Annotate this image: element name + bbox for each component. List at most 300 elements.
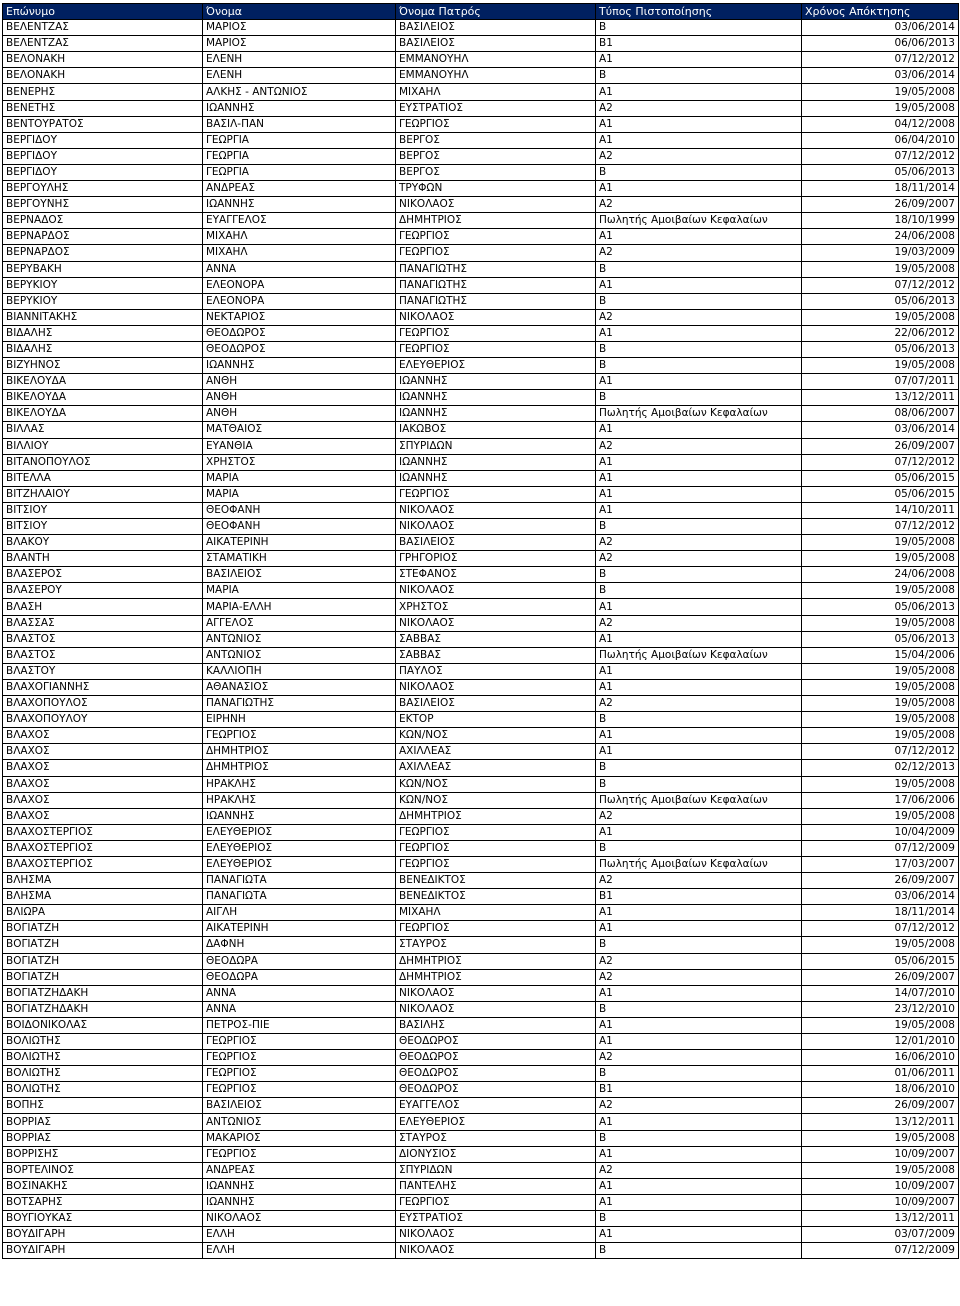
cell-certification-type: Β1 (596, 1082, 802, 1098)
cell-acquisition-date: 19/05/2008 (802, 1017, 959, 1033)
table-row (3, 599, 959, 615)
cell-father-name: ΣΑΒΒΑΣ (396, 647, 596, 663)
cell-certification-type: Πωλητής Αμοιβαίων Κεφαλαίων (596, 856, 802, 872)
cell-surname: ΒΙΤΖΗΛΑΙΟΥ (3, 486, 203, 502)
cell-father-name: ΓΕΩΡΓΙΟΣ (396, 840, 596, 856)
cell-certification-type: Α1 (596, 1146, 802, 1162)
cell-father-name: ΕΜΜΑΝΟΥΗΛ (396, 52, 596, 68)
cell-first-name: ΗΡΑΚΛΗΣ (203, 776, 396, 792)
table-row (3, 1227, 959, 1243)
cell-certification-type: Α1 (596, 744, 802, 760)
cell-surname: ΒΕΛΕΝΤΖΑΣ (3, 20, 203, 36)
table-row (3, 1082, 959, 1098)
cell-surname: ΒΟΛΙΩΤΗΣ (3, 1050, 203, 1066)
cell-first-name: ΑΝΝΑ (203, 261, 396, 277)
cell-first-name: ΑΝΝΑ (203, 985, 396, 1001)
cell-father-name: ΔΗΜΗΤΡΙΟΣ (396, 213, 596, 229)
cell-first-name: ΜΑΡΙΑ (203, 583, 396, 599)
cell-first-name: ΓΕΩΡΓΙΟΣ (203, 1050, 396, 1066)
cell-surname: ΒΛΑΧΟΠΟΥΛΟΥ (3, 712, 203, 728)
cell-acquisition-date: 07/12/2009 (802, 840, 959, 856)
cell-first-name: ΠΑΝΑΓΙΩΤΑ (203, 873, 396, 889)
table-row (3, 454, 959, 470)
cell-first-name: ΓΕΩΡΓΙΟΣ (203, 1146, 396, 1162)
cell-father-name: ΓΕΩΡΓΙΟΣ (396, 229, 596, 245)
cell-father-name: ΙΩΑΝΝΗΣ (396, 470, 596, 486)
cell-surname: ΒΙΖΥΗΝΟΣ (3, 358, 203, 374)
table-row (3, 551, 959, 567)
cell-father-name: ΒΕΡΓΟΣ (396, 164, 596, 180)
cell-acquisition-date: 13/12/2011 (802, 1211, 959, 1227)
cell-acquisition-date: 19/05/2008 (802, 358, 959, 374)
cell-surname: ΒΛΑΧΟΣ (3, 776, 203, 792)
cell-first-name: ΑΛΚΗΣ - ΑΝΤΩΝΙΟΣ (203, 84, 396, 100)
cell-father-name: ΤΡΥΦΩΝ (396, 181, 596, 197)
cell-surname: ΒΕΛΟΝΑΚΗ (3, 52, 203, 68)
cell-certification-type: Α1 (596, 1114, 802, 1130)
table-row (3, 712, 959, 728)
header-acquisition-date: Χρόνος Απόκτησης (802, 4, 959, 20)
cell-acquisition-date: 05/06/2015 (802, 486, 959, 502)
cell-certification-type: Α2 (596, 309, 802, 325)
cell-surname: ΒΟΡΤΕΛΙΝΟΣ (3, 1162, 203, 1178)
cell-certification-type: Α1 (596, 824, 802, 840)
cell-certification-type: Α2 (596, 1098, 802, 1114)
cell-acquisition-date: 10/09/2007 (802, 1146, 959, 1162)
cell-father-name: ΕΥΣΤΡΑΤΙΟΣ (396, 1211, 596, 1227)
table-row (3, 937, 959, 953)
cell-surname: ΒΕΡΥΚΙΟΥ (3, 293, 203, 309)
table-row (3, 1130, 959, 1146)
table-row (3, 953, 959, 969)
table-row (3, 696, 959, 712)
cell-certification-type: Α1 (596, 502, 802, 518)
cell-acquisition-date: 19/05/2008 (802, 551, 959, 567)
cell-certification-type: Β1 (596, 889, 802, 905)
cell-certification-type: Β (596, 583, 802, 599)
cell-certification-type: Β (596, 261, 802, 277)
cell-father-name: ΓΕΩΡΓΙΟΣ (396, 325, 596, 341)
cell-certification-type: Α2 (596, 969, 802, 985)
cell-surname: ΒΛΑΧΟΓΙΑΝΝΗΣ (3, 679, 203, 695)
cell-father-name: ΓΕΩΡΓΙΟΣ (396, 1194, 596, 1210)
cell-father-name: ΕΥΣΤΡΑΤΙΟΣ (396, 100, 596, 116)
cell-certification-type: Β (596, 840, 802, 856)
cell-surname: ΒΟΤΣΑΡΗΣ (3, 1194, 203, 1210)
table-row (3, 776, 959, 792)
cell-certification-type: Β (596, 20, 802, 36)
cell-father-name: ΔΙΟΝΥΣΙΟΣ (396, 1146, 596, 1162)
cell-father-name: ΓΕΩΡΓΙΟΣ (396, 486, 596, 502)
table-row (3, 422, 959, 438)
cell-certification-type: Α1 (596, 1194, 802, 1210)
cell-acquisition-date: 19/05/2008 (802, 937, 959, 953)
cell-first-name: ΝΙΚΟΛΑΟΣ (203, 1211, 396, 1227)
cell-acquisition-date: 26/09/2007 (802, 197, 959, 213)
cell-surname: ΒΙΛΛΙΟΥ (3, 438, 203, 454)
cell-surname: ΒΕΝΕΤΗΣ (3, 100, 203, 116)
cell-father-name: ΝΙΚΟΛΑΟΣ (396, 1243, 596, 1259)
cell-surname: ΒΛΗΣΜΑ (3, 889, 203, 905)
cell-surname: ΒΕΡΝΑΔΟΣ (3, 213, 203, 229)
cell-surname: ΒΛΑΧΟΣ (3, 792, 203, 808)
cell-first-name: ΙΩΑΝΝΗΣ (203, 808, 396, 824)
table-row (3, 824, 959, 840)
cell-certification-type: Πωλητής Αμοιβαίων Κεφαλαίων (596, 406, 802, 422)
cell-first-name: ΒΑΣΙΛΕΙΟΣ (203, 567, 396, 583)
table-row (3, 889, 959, 905)
cell-first-name: ΔΑΦΝΗ (203, 937, 396, 953)
cell-father-name: ΣΠΥΡΙΔΩΝ (396, 1162, 596, 1178)
cell-acquisition-date: 19/05/2008 (802, 1130, 959, 1146)
table-row (3, 615, 959, 631)
table-row (3, 567, 959, 583)
cell-certification-type: Α1 (596, 985, 802, 1001)
table-row (3, 148, 959, 164)
cell-certification-type: Β (596, 1001, 802, 1017)
cell-certification-type: Β (596, 390, 802, 406)
cell-acquisition-date: 07/12/2012 (802, 52, 959, 68)
table-row (3, 197, 959, 213)
cell-acquisition-date: 05/06/2013 (802, 293, 959, 309)
cell-father-name: ΝΙΚΟΛΑΟΣ (396, 502, 596, 518)
cell-certification-type: Β (596, 567, 802, 583)
cell-certification-type: Α1 (596, 486, 802, 502)
cell-certification-type: Β (596, 164, 802, 180)
cell-surname: ΒΟΙΔΟΝΙΚΟΛΑΣ (3, 1017, 203, 1033)
cell-acquisition-date: 17/06/2006 (802, 792, 959, 808)
cell-first-name: ΓΕΩΡΓΙΟΣ (203, 1082, 396, 1098)
cell-acquisition-date: 02/12/2013 (802, 760, 959, 776)
cell-surname: ΒΛΑΧΟΠΟΥΛΟΣ (3, 696, 203, 712)
cell-certification-type: Α2 (596, 551, 802, 567)
cell-certification-type: Α2 (596, 438, 802, 454)
cell-surname: ΒΙΑΝΝΙΤΑΚΗΣ (3, 309, 203, 325)
cell-father-name: ΒΑΣΙΛΕΙΟΣ (396, 535, 596, 551)
cell-surname: ΒΛΑΧΟΣΤΕΡΓΙΟΣ (3, 840, 203, 856)
cell-first-name: ΓΕΩΡΓΙΑ (203, 148, 396, 164)
cell-first-name: ΕΛΕΥΘΕΡΙΟΣ (203, 856, 396, 872)
cell-first-name: ΑΝΤΩΝΙΟΣ (203, 631, 396, 647)
cell-acquisition-date: 18/06/2010 (802, 1082, 959, 1098)
cell-father-name: ΘΕΟΔΩΡΟΣ (396, 1066, 596, 1082)
cell-surname: ΒΕΡΓΟΥΛΗΣ (3, 181, 203, 197)
cell-first-name: ΕΛΕΝΗ (203, 68, 396, 84)
cell-certification-type: Β (596, 937, 802, 953)
cell-first-name: ΑΙΚΑΤΕΡΙΝΗ (203, 921, 396, 937)
cell-first-name: ΘΕΟΔΩΡΟΣ (203, 325, 396, 341)
cell-surname: ΒΟΓΙΑΤΖΗΔΑΚΗ (3, 985, 203, 1001)
cell-first-name: ΓΕΩΡΓΙΟΣ (203, 1066, 396, 1082)
cell-surname: ΒΛΑΧΟΣ (3, 744, 203, 760)
cell-acquisition-date: 22/06/2012 (802, 325, 959, 341)
cell-surname: ΒΕΡΝΑΡΔΟΣ (3, 245, 203, 261)
cell-first-name: ΜΙΧΑΗΛ (203, 229, 396, 245)
cell-certification-type: Β (596, 519, 802, 535)
cell-surname: ΒΛΑΣΤΟΣ (3, 647, 203, 663)
cell-father-name: ΠΑΝΑΓΙΩΤΗΣ (396, 277, 596, 293)
table-header (3, 4, 959, 20)
certification-table (2, 3, 959, 1259)
cell-certification-type: Α2 (596, 100, 802, 116)
table-row (3, 20, 959, 36)
cell-first-name: ΕΙΡΗΝΗ (203, 712, 396, 728)
table-row (3, 1162, 959, 1178)
cell-father-name: ΕΚΤΟΡ (396, 712, 596, 728)
cell-acquisition-date: 17/03/2007 (802, 856, 959, 872)
cell-surname: ΒΕΡΝΑΡΔΟΣ (3, 229, 203, 245)
cell-first-name: ΘΕΟΔΩΡΟΣ (203, 341, 396, 357)
cell-father-name: ΠΑΝΑΓΙΩΤΗΣ (396, 261, 596, 277)
table-row (3, 374, 959, 390)
cell-acquisition-date: 04/12/2008 (802, 116, 959, 132)
cell-surname: ΒΙΔΑΛΗΣ (3, 341, 203, 357)
table-row (3, 1098, 959, 1114)
table-row (3, 502, 959, 518)
cell-acquisition-date: 19/05/2008 (802, 309, 959, 325)
cell-father-name: ΝΙΚΟΛΑΟΣ (396, 519, 596, 535)
cell-acquisition-date: 13/12/2011 (802, 1114, 959, 1130)
cell-acquisition-date: 07/07/2011 (802, 374, 959, 390)
cell-father-name: ΙΑΚΩΒΟΣ (396, 422, 596, 438)
header-father-name: Όνομα Πατρός (396, 4, 596, 20)
cell-surname: ΒΟΓΙΑΤΖΗ (3, 921, 203, 937)
cell-acquisition-date: 18/10/1999 (802, 213, 959, 229)
cell-surname: ΒΟΥΓΙΟΥΚΑΣ (3, 1211, 203, 1227)
cell-certification-type: Πωλητής Αμοιβαίων Κεφαλαίων (596, 792, 802, 808)
cell-certification-type: Α2 (596, 197, 802, 213)
cell-father-name: ΚΩΝ/ΝΟΣ (396, 776, 596, 792)
table-row (3, 1017, 959, 1033)
cell-father-name: ΧΡΗΣΤΟΣ (396, 599, 596, 615)
table-row (3, 36, 959, 52)
cell-first-name: ΑΝΘΗ (203, 390, 396, 406)
cell-first-name: ΕΛΛΗ (203, 1227, 396, 1243)
cell-certification-type: Β (596, 1243, 802, 1259)
table-row (3, 873, 959, 889)
cell-surname: ΒΟΓΙΑΤΖΗ (3, 953, 203, 969)
table-row (3, 116, 959, 132)
cell-first-name: ΓΕΩΡΓΙΟΣ (203, 728, 396, 744)
cell-father-name: ΠΑΝΤΕΛΗΣ (396, 1178, 596, 1194)
cell-surname: ΒΛΑΣΕΡΟΣ (3, 567, 203, 583)
cell-certification-type: Α2 (596, 535, 802, 551)
cell-first-name: ΧΡΗΣΤΟΣ (203, 454, 396, 470)
cell-father-name: ΒΑΣΙΛΕΙΟΣ (396, 20, 596, 36)
cell-father-name: ΣΠΥΡΙΔΩΝ (396, 438, 596, 454)
table-row (3, 132, 959, 148)
table-row (3, 1001, 959, 1017)
cell-first-name: ΜΑΡΙΑ-ΕΛΛΗ (203, 599, 396, 615)
cell-acquisition-date: 05/06/2015 (802, 953, 959, 969)
cell-first-name: ΠΑΝΑΓΙΩΤΗΣ (203, 696, 396, 712)
cell-certification-type: Α2 (596, 148, 802, 164)
cell-acquisition-date: 14/07/2010 (802, 985, 959, 1001)
cell-father-name: ΝΙΚΟΛΑΟΣ (396, 985, 596, 1001)
cell-acquisition-date: 19/05/2008 (802, 583, 959, 599)
table-row (3, 309, 959, 325)
cell-certification-type: Β1 (596, 36, 802, 52)
cell-acquisition-date: 24/06/2008 (802, 229, 959, 245)
cell-father-name: ΙΩΑΝΝΗΣ (396, 390, 596, 406)
cell-surname: ΒΛΑΣΣΑΣ (3, 615, 203, 631)
cell-certification-type: Α1 (596, 132, 802, 148)
table-row (3, 760, 959, 776)
table-row (3, 277, 959, 293)
cell-father-name: ΔΗΜΗΤΡΙΟΣ (396, 969, 596, 985)
cell-father-name: ΙΩΑΝΝΗΣ (396, 374, 596, 390)
header-surname: Επώνυμο (3, 4, 203, 20)
cell-certification-type: Β (596, 341, 802, 357)
cell-certification-type: Α1 (596, 1178, 802, 1194)
cell-first-name: ΘΕΟΔΩΡΑ (203, 953, 396, 969)
cell-certification-type: Α2 (596, 1162, 802, 1178)
cell-acquisition-date: 18/11/2014 (802, 181, 959, 197)
cell-surname: ΒΟΡΡΙΑΣ (3, 1130, 203, 1146)
cell-acquisition-date: 19/05/2008 (802, 728, 959, 744)
cell-acquisition-date: 19/05/2008 (802, 776, 959, 792)
cell-father-name: ΓΕΩΡΓΙΟΣ (396, 116, 596, 132)
cell-certification-type: Α1 (596, 325, 802, 341)
cell-father-name: ΝΙΚΟΛΑΟΣ (396, 1227, 596, 1243)
cell-father-name: ΓΕΩΡΓΙΟΣ (396, 341, 596, 357)
cell-first-name: ΜΙΧΑΗΛ (203, 245, 396, 261)
cell-certification-type: Α2 (596, 873, 802, 889)
cell-father-name: ΝΙΚΟΛΑΟΣ (396, 583, 596, 599)
cell-certification-type: Α1 (596, 728, 802, 744)
cell-certification-type: Β (596, 68, 802, 84)
cell-first-name: ΕΛΕΟΝΟΡΑ (203, 293, 396, 309)
cell-first-name: ΙΩΑΝΝΗΣ (203, 358, 396, 374)
cell-acquisition-date: 05/06/2013 (802, 164, 959, 180)
cell-certification-type: Α1 (596, 52, 802, 68)
cell-certification-type: Β (596, 760, 802, 776)
cell-certification-type: Α1 (596, 470, 802, 486)
cell-surname: ΒΟΓΙΑΤΖΗΔΑΚΗ (3, 1001, 203, 1017)
cell-first-name: ΜΑΡΙΟΣ (203, 36, 396, 52)
cell-acquisition-date: 05/06/2013 (802, 341, 959, 357)
cell-first-name: ΚΑΛΛΙΟΠΗ (203, 663, 396, 679)
cell-acquisition-date: 03/06/2014 (802, 68, 959, 84)
cell-first-name: ΕΛΕΥΘΕΡΙΟΣ (203, 824, 396, 840)
cell-acquisition-date: 19/05/2008 (802, 261, 959, 277)
cell-first-name: ΕΥΑΝΘΙΑ (203, 438, 396, 454)
cell-acquisition-date: 19/05/2008 (802, 663, 959, 679)
header-first-name: Όνομα (203, 4, 396, 20)
cell-surname: ΒΕΡΥΚΙΟΥ (3, 277, 203, 293)
cell-father-name: ΒΕΡΓΟΣ (396, 132, 596, 148)
table-row (3, 293, 959, 309)
table-row (3, 245, 959, 261)
cell-first-name: ΓΕΩΡΓΙΑ (203, 164, 396, 180)
table-row (3, 1178, 959, 1194)
table-row (3, 52, 959, 68)
table-row (3, 905, 959, 921)
cell-acquisition-date: 19/05/2008 (802, 696, 959, 712)
cell-acquisition-date: 03/06/2014 (802, 20, 959, 36)
cell-acquisition-date: 05/06/2013 (802, 599, 959, 615)
cell-first-name: ΜΑΡΙΟΣ (203, 20, 396, 36)
cell-acquisition-date: 05/06/2013 (802, 631, 959, 647)
cell-father-name: ΔΗΜΗΤΡΙΟΣ (396, 808, 596, 824)
cell-father-name: ΒΑΣΙΛΕΙΟΣ (396, 696, 596, 712)
cell-father-name: ΙΩΑΝΝΗΣ (396, 406, 596, 422)
table-row (3, 663, 959, 679)
cell-father-name: ΠΑΥΛΟΣ (396, 663, 596, 679)
table-row (3, 341, 959, 357)
cell-surname: ΒΕΡΥΒΑΚΗ (3, 261, 203, 277)
cell-father-name: ΑΧΙΛΛΕΑΣ (396, 760, 596, 776)
cell-surname: ΒΕΡΓΙΔΟΥ (3, 132, 203, 148)
cell-first-name: ΑΝΔΡΕΑΣ (203, 181, 396, 197)
table-row (3, 969, 959, 985)
table-row (3, 647, 959, 663)
cell-first-name: ΜΑΤΘΑΙΟΣ (203, 422, 396, 438)
cell-first-name: ΣΤΑΜΑΤΙΚΗ (203, 551, 396, 567)
cell-father-name: ΙΩΑΝΝΗΣ (396, 454, 596, 470)
cell-certification-type: Α1 (596, 374, 802, 390)
cell-certification-type: Α1 (596, 1017, 802, 1033)
cell-acquisition-date: 19/05/2008 (802, 1162, 959, 1178)
cell-surname: ΒΙΤΣΙΟΥ (3, 502, 203, 518)
cell-certification-type: Β (596, 358, 802, 374)
table-row (3, 1114, 959, 1130)
cell-first-name: ΝΕΚΤΑΡΙΟΣ (203, 309, 396, 325)
cell-acquisition-date: 03/06/2014 (802, 889, 959, 905)
cell-surname: ΒΙΚΕΛΟΥΔΑ (3, 374, 203, 390)
table-row (3, 213, 959, 229)
cell-first-name: ΜΑΡΙΑ (203, 486, 396, 502)
cell-first-name: ΕΛΛΗ (203, 1243, 396, 1259)
cell-surname: ΒΛΑΧΟΣ (3, 808, 203, 824)
cell-surname: ΒΛΗΣΜΑ (3, 873, 203, 889)
cell-first-name: ΕΛΕΟΝΟΡΑ (203, 277, 396, 293)
cell-acquisition-date: 19/05/2008 (802, 100, 959, 116)
table-row (3, 470, 959, 486)
cell-father-name: ΕΜΜΑΝΟΥΗΛ (396, 68, 596, 84)
table-row (3, 1194, 959, 1210)
cell-first-name: ΑΙΚΑΤΕΡΙΝΗ (203, 535, 396, 551)
cell-acquisition-date: 26/09/2007 (802, 873, 959, 889)
cell-surname: ΒΟΠΗΣ (3, 1098, 203, 1114)
cell-acquisition-date: 14/10/2011 (802, 502, 959, 518)
cell-surname: ΒΙΤΑΝΟΠΟΥΛΟΣ (3, 454, 203, 470)
cell-surname: ΒΕΡΓΟΥΝΗΣ (3, 197, 203, 213)
cell-first-name: ΑΝΝΑ (203, 1001, 396, 1017)
cell-acquisition-date: 10/09/2007 (802, 1178, 959, 1194)
cell-father-name: ΓΕΩΡΓΙΟΣ (396, 921, 596, 937)
cell-first-name: ΔΗΜΗΤΡΙΟΣ (203, 744, 396, 760)
cell-first-name: ΙΩΑΝΝΗΣ (203, 100, 396, 116)
cell-certification-type: Α1 (596, 663, 802, 679)
cell-surname: ΒΛΑΣΤΟΣ (3, 631, 203, 647)
table-row (3, 808, 959, 824)
cell-surname: ΒΟΥΔΙΓΑΡΗ (3, 1243, 203, 1259)
cell-surname: ΒΙΤΣΙΟΥ (3, 519, 203, 535)
cell-acquisition-date: 19/05/2008 (802, 679, 959, 695)
table-row (3, 68, 959, 84)
cell-father-name: ΜΙΧΑΗΛ (396, 905, 596, 921)
cell-surname: ΒΙΤΕΛΛΑ (3, 470, 203, 486)
table-row (3, 679, 959, 695)
table-row (3, 728, 959, 744)
cell-certification-type: Β (596, 1130, 802, 1146)
cell-certification-type: Α1 (596, 422, 802, 438)
cell-surname: ΒΟΛΙΩΤΗΣ (3, 1082, 203, 1098)
cell-acquisition-date: 07/12/2012 (802, 148, 959, 164)
cell-acquisition-date: 16/06/2010 (802, 1050, 959, 1066)
cell-acquisition-date: 07/12/2012 (802, 519, 959, 535)
